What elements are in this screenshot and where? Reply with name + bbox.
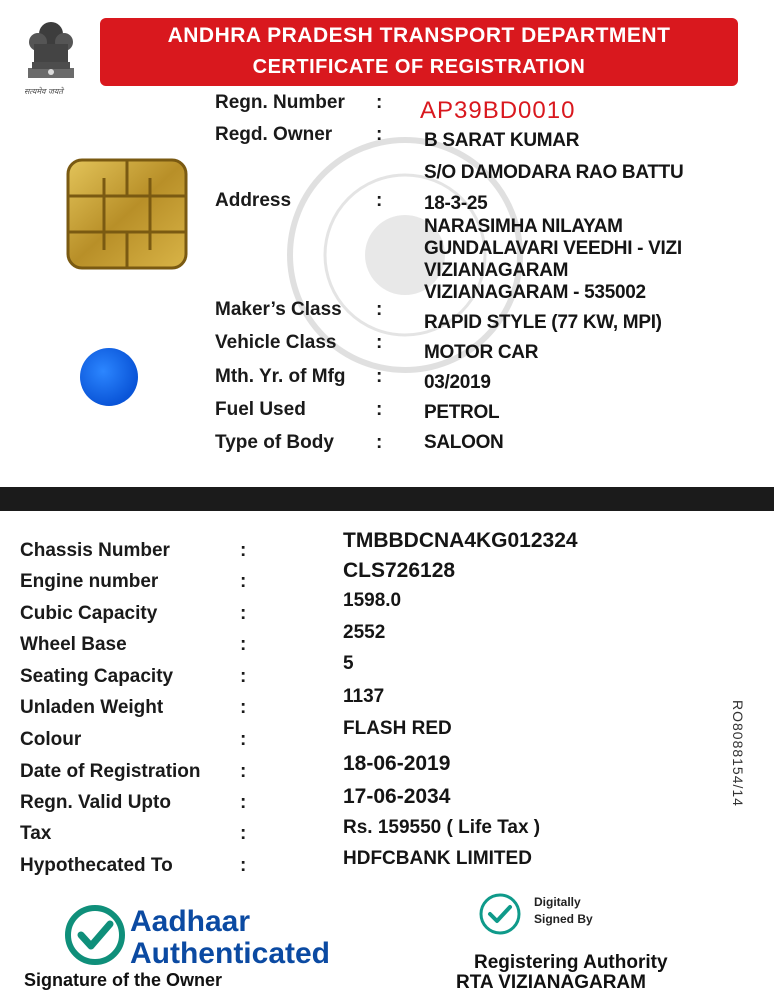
field-colon: : [376, 190, 383, 211]
makers-class-label: Maker’s Class [215, 299, 342, 320]
field-colon: : [376, 399, 383, 420]
smart-chip-icon [66, 158, 188, 270]
body-type-label: Type of Body [215, 432, 334, 453]
regn-number-label: Regn. Number [215, 92, 345, 113]
wheel-base-value: 2552 [343, 622, 386, 643]
field-colon: : [376, 366, 383, 387]
tax-value: Rs. 159550 ( Life Tax ) [343, 817, 541, 838]
address-line-1: 18-3-25 [424, 193, 488, 214]
seating-capacity-value: 5 [343, 653, 354, 674]
chassis-number-label: Chassis Number [20, 540, 170, 561]
unladen-weight-value: 1137 [343, 686, 385, 707]
field-colon: : [376, 92, 383, 113]
field-colon: : [240, 761, 247, 782]
makers-class-value: RAPID STYLE (77 KW, MPI) [424, 312, 662, 333]
field-colon: : [240, 855, 247, 876]
national-emblem-icon [20, 14, 82, 94]
registration-date-label: Date of Registration [20, 761, 201, 782]
field-colon: : [376, 124, 383, 145]
authenticated-text: Authenticated [130, 937, 331, 970]
check-circle-icon [64, 904, 126, 966]
engine-number-value: CLS726128 [343, 559, 456, 582]
field-colon: : [376, 432, 383, 453]
field-colon: : [240, 540, 247, 561]
field-colon: : [240, 603, 247, 624]
valid-upto-label: Regn. Valid Upto [20, 792, 171, 813]
card-divider [0, 487, 774, 511]
vehicle-class-label: Vehicle Class [215, 332, 337, 353]
rta-name: RTA VIZIANAGARAM [456, 972, 646, 993]
colour-label: Colour [20, 729, 82, 750]
field-colon: : [376, 299, 383, 320]
owner-relation-value: S/O DAMODARA RAO BATTU [424, 162, 684, 183]
certificate-title: CERTIFICATE OF REGISTRATION [252, 56, 586, 78]
unladen-weight-label: Unladen Weight [20, 697, 164, 718]
digitally-text: Digitally [534, 895, 581, 909]
field-colon: : [240, 697, 247, 718]
registering-authority-label: Registering Authority [474, 952, 668, 973]
regd-owner-label: Regd. Owner [215, 124, 333, 145]
owner-signature-label: Signature of the Owner [24, 970, 223, 990]
field-colon: : [376, 332, 383, 353]
aadhaar-text: Aadhaar [130, 905, 251, 938]
colour-value: FLASH RED [343, 718, 452, 739]
field-colon: : [240, 666, 247, 687]
cubic-capacity-label: Cubic Capacity [20, 603, 158, 624]
field-colon: : [240, 634, 247, 655]
check-circle-icon [478, 892, 522, 936]
field-colon: : [240, 792, 247, 813]
address-line-3: GUNDALAVARI VEEDHI - VIZI [424, 238, 682, 259]
registration-date-value: 18-06-2019 [343, 752, 451, 775]
emblem-motto: सत्यमेव जयते [24, 87, 63, 96]
fuel-used-value: PETROL [424, 402, 500, 423]
field-colon: : [240, 571, 247, 592]
regd-owner-value: B SARAT KUMAR [424, 130, 580, 151]
hypothecated-to-value: HDFCBANK LIMITED [343, 848, 532, 869]
card-serial-number: RO8088154/14 [730, 700, 746, 807]
vehicle-class-value: MOTOR CAR [424, 342, 539, 363]
address-line-5: VIZIANAGARAM - 535002 [424, 282, 646, 303]
seating-capacity-label: Seating Capacity [20, 666, 174, 687]
engine-number-label: Engine number [20, 571, 159, 592]
address-line-2: NARASIMHA NILAYAM [424, 216, 623, 237]
header-banner [100, 18, 738, 86]
field-colon: : [240, 823, 247, 844]
regn-number-value: AP39BD0010 [420, 97, 576, 124]
hologram-dot [80, 348, 138, 406]
department-title: ANDHRA PRADESH TRANSPORT DEPARTMENT [167, 24, 671, 47]
address-label: Address [215, 190, 292, 211]
field-colon: : [240, 729, 247, 750]
mfg-date-label: Mth. Yr. of Mfg [215, 366, 346, 387]
hypothecated-to-label: Hypothecated To [20, 855, 173, 876]
wheel-base-label: Wheel Base [20, 634, 127, 655]
fuel-used-label: Fuel Used [215, 399, 306, 420]
chassis-number-value: TMBBDCNA4KG012324 [343, 529, 578, 552]
valid-upto-value: 17-06-2034 [343, 785, 451, 808]
mfg-date-value: 03/2019 [424, 372, 491, 393]
signed-by-text: Signed By [534, 912, 593, 926]
rc-front-card [0, 0, 774, 487]
body-type-value: SALOON [424, 432, 504, 453]
address-line-4: VIZIANAGARAM [424, 260, 569, 281]
tax-label: Tax [20, 823, 52, 844]
cubic-capacity-value: 1598.0 [343, 590, 402, 611]
